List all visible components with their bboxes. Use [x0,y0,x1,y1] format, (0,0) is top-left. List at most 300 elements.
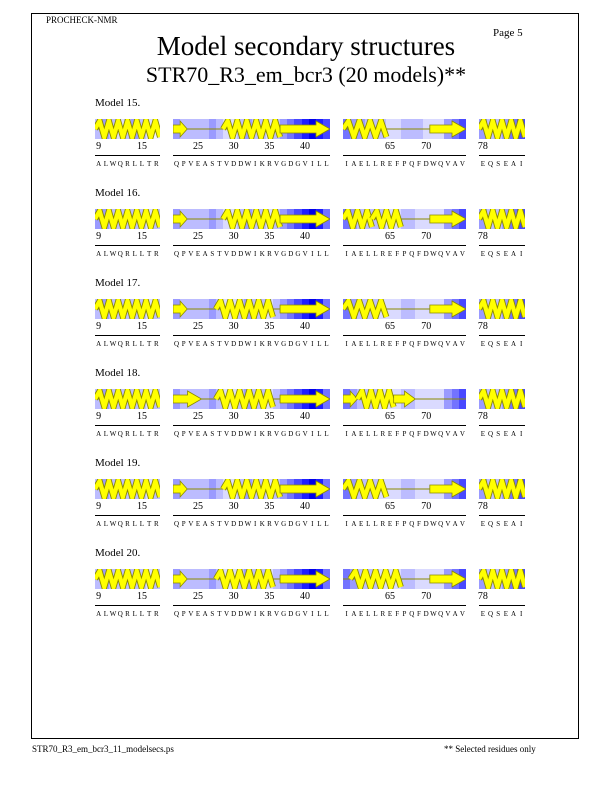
residue-letter: L [132,160,137,168]
residue-letter: L [324,430,329,438]
residue-letter: E [503,250,508,258]
residue-letter: T [147,610,152,618]
residue-letter: D [423,250,429,258]
residue-letter: L [132,340,137,348]
model-label: Model 20. [95,547,141,559]
sequence-rule [343,155,466,156]
residue-letter: V [302,610,308,618]
secondary-structure-track [343,209,466,229]
residue-letter: A [452,430,458,438]
residue-letter: K [259,430,265,438]
residue-number: 70 [421,411,432,422]
secondary-structure-track [343,569,466,589]
residue-letter: A [96,340,102,348]
residue-letter: K [259,160,265,168]
residue-letter: T [217,160,222,168]
residue-letter: V [445,250,451,258]
program-name: PROCHECK-NMR [46,15,118,25]
residue-letter: A [351,160,357,168]
secondary-structure-track [479,209,525,229]
residue-letter: I [253,520,257,528]
residue-letter: E [480,160,485,168]
residue-letter: Q [117,520,123,528]
sequence-rule [479,335,525,336]
residue-letter: D [231,610,237,618]
residue-letter: R [154,520,159,528]
residue-letter: A [202,610,208,618]
residue-number: 40 [300,231,311,242]
residue-number: 35 [264,231,275,242]
residue-letter: A [452,340,458,348]
residue-letter: R [125,340,130,348]
residue-letter: A [510,250,517,258]
residue-letter: A [452,520,458,528]
residue-letter: I [520,340,523,348]
residue-letter: P [402,520,407,528]
residue-letter: Q [174,610,180,618]
residue-letter: D [238,610,244,618]
residue-letter: Q [487,340,494,348]
residue-letter: I [345,610,348,618]
sequence-row [173,249,330,259]
residue-letter: W [244,610,252,618]
residue-number: 25 [192,501,203,512]
residue-letter: A [510,340,517,348]
model-label: Model 17. [95,277,141,289]
residue-number: 35 [264,321,275,332]
residue-letter: V [274,250,280,258]
residue-letter: G [295,430,301,438]
residue-letter: W [109,340,117,348]
residue-letter: R [267,250,272,258]
residue-letter: E [387,250,393,258]
residue-letter: L [103,340,108,348]
residue-letter: Q [409,340,415,348]
residue-letter: L [373,160,378,168]
residue-letter: A [351,340,357,348]
residue-number: 78 [477,411,488,422]
residue-letter: Q [409,610,415,618]
residue-letter: R [380,430,386,438]
residue-letter: D [423,160,429,168]
residue-letter: L [324,610,329,618]
sequence-row [343,519,466,529]
residue-letter: D [231,160,237,168]
secondary-structure-track [95,119,160,139]
residue-letter: A [351,250,357,258]
strand-arrow [430,301,466,317]
residue-letter: F [417,430,421,438]
residue-letter: G [281,520,287,528]
strand-arrow [173,211,187,227]
residue-letter: I [311,610,314,618]
residue-letter: F [417,160,421,168]
residue-letter: A [510,430,517,438]
residue-number: 70 [421,591,432,602]
residue-letter: Q [174,160,180,168]
strand-arrow [280,301,330,317]
strand-arrow [173,571,187,587]
residue-letter: F [417,610,421,618]
residue-letter: A [96,160,102,168]
sequence-row [95,159,160,169]
residue-number: 30 [228,591,239,602]
residue-letter: L [324,250,329,258]
residue-letter: Q [117,340,123,348]
residue-letter: D [238,250,244,258]
residue-letter: L [366,610,371,618]
residue-letter: E [480,430,485,438]
residue-letter: W [109,520,117,528]
residue-letter: I [520,610,523,618]
residue-letter: L [317,610,322,618]
sequence-rule [343,515,466,516]
residue-letter: Q [438,340,444,348]
residue-letter: V [274,520,280,528]
residue-letter: I [345,430,348,438]
residue-letter: Q [438,160,444,168]
residue-letter: V [302,160,308,168]
residue-letter: P [402,430,407,438]
residue-letter: A [96,430,102,438]
residue-letter: R [154,340,159,348]
residue-letter: P [402,250,407,258]
secondary-structure-track [173,119,330,139]
residue-letter: L [366,430,371,438]
residue-letter: S [496,340,501,348]
residue-letter: E [480,250,485,258]
residue-letter: D [423,520,429,528]
residue-letter: V [445,430,451,438]
residue-number: 15 [136,321,147,332]
sequence-row [479,249,525,259]
residue-letter: W [244,430,252,438]
residue-number: 15 [136,141,147,152]
residue-number: 78 [477,141,488,152]
residue-letter: D [231,250,237,258]
residue-letter: W [430,160,437,168]
residue-letter: S [496,610,501,618]
residue-number: 9 [96,141,102,152]
model-label: Model 19. [95,457,141,469]
sequence-rule [173,335,330,336]
residue-letter: Q [438,520,444,528]
residue-letter: E [480,610,485,618]
residue-letter: E [387,430,393,438]
residue-number: 65 [385,411,396,422]
residue-number: 65 [385,501,396,512]
sequence-rule [343,605,466,606]
residue-letter: W [430,610,437,618]
residue-letter: E [358,520,364,528]
residue-letter: E [358,340,364,348]
residue-letter: V [459,340,465,348]
strand-arrow [280,121,330,137]
residue-letter: L [373,610,378,618]
residue-letter: I [311,430,314,438]
secondary-structure-track [173,479,330,499]
residue-letter: K [259,520,265,528]
secondary-structure-track [95,389,160,409]
residue-letter: R [154,250,159,258]
residue-letter: S [496,160,501,168]
residue-number: 15 [136,501,147,512]
strand-arrow [430,121,466,137]
residue-number: 70 [421,141,432,152]
residue-letter: L [373,250,378,258]
residue-letter: P [402,340,407,348]
residue-letter: V [274,610,280,618]
residue-letter: Q [438,610,444,618]
residue-letter: F [395,160,400,168]
residue-letter: G [281,430,287,438]
residue-letter: L [139,610,145,618]
residue-letter: E [358,610,364,618]
sequence-row [343,429,466,439]
residue-number: 35 [264,501,275,512]
secondary-structure-track [343,479,466,499]
residue-number: 40 [300,501,311,512]
page-title: Model secondary structures [156,31,456,61]
strand-arrow [430,211,466,227]
residue-letter: E [480,520,485,528]
sequence-row [343,249,466,259]
residue-letter: V [224,160,230,168]
residue-letter: E [480,340,485,348]
secondary-structure-track [479,479,525,499]
secondary-structure-track [479,569,525,589]
residue-letter: I [520,520,523,528]
residue-letter: T [217,340,222,348]
page-number: Page 5 [493,27,523,39]
residue-letter: A [351,430,357,438]
residue-letter: I [345,250,348,258]
residue-number: 65 [385,591,396,602]
residue-letter: V [188,250,194,258]
residue-letter: S [210,340,215,348]
sequence-rule [173,425,330,426]
residue-letter: V [445,160,451,168]
sequence-row [95,429,160,439]
residue-letter: D [288,340,294,348]
residue-number: 25 [192,231,203,242]
residue-letter: I [345,340,348,348]
residue-letter: E [195,250,201,258]
strand-arrow [343,391,357,407]
secondary-structure-track [479,299,525,319]
residue-letter: G [281,250,287,258]
residue-letter: A [202,250,208,258]
strand-arrow [173,481,187,497]
residue-letter: W [109,430,117,438]
residue-letter: V [188,610,194,618]
page-subtitle: STR70_R3_em_bcr3 (20 models)** [145,62,467,87]
residue-letter: L [132,430,137,438]
residue-number: 70 [421,501,432,512]
residue-letter: L [103,250,108,258]
residue-number: 30 [228,501,239,512]
residue-letter: D [423,610,429,618]
residue-letter: F [395,250,400,258]
residue-letter: V [188,340,194,348]
sequence-row [343,339,466,349]
residue-letter: W [244,340,252,348]
residue-number: 40 [300,321,311,332]
sequence-rule [479,515,525,516]
residue-letter: V [445,520,451,528]
residue-number: 78 [477,501,488,512]
residue-letter: V [188,520,194,528]
residue-letter: Q [487,250,494,258]
residue-number: 15 [136,411,147,422]
residue-letter: W [430,430,437,438]
residue-letter: E [358,160,364,168]
residue-letter: A [452,250,458,258]
residue-number: 78 [477,231,488,242]
residue-number: 15 [136,591,147,602]
residue-letter: V [274,430,280,438]
residue-letter: E [503,430,508,438]
residue-letter: A [452,160,458,168]
sequence-rule [173,155,330,156]
residue-letter: V [459,160,465,168]
residue-letter: R [267,610,272,618]
residue-letter: V [302,520,308,528]
residue-letter: D [231,520,237,528]
residue-letter: L [366,520,371,528]
residue-letter: A [351,610,357,618]
residue-letter: L [139,340,145,348]
residue-letter: W [430,250,437,258]
residue-letter: A [452,610,458,618]
residue-letter: L [366,160,371,168]
residue-letter: F [395,520,400,528]
residue-letter: I [311,250,314,258]
residue-number: 40 [300,141,311,152]
residue-letter: T [217,520,222,528]
residue-number: 78 [477,591,488,602]
residue-number: 65 [385,321,396,332]
residue-letter: T [217,610,222,618]
residue-letter: L [139,520,145,528]
residue-letter: E [503,160,508,168]
residue-letter: E [195,430,201,438]
residue-letter: F [417,340,421,348]
residue-letter: P [181,430,186,438]
residue-letter: S [210,430,215,438]
sequence-row [479,519,525,529]
residue-letter: G [295,520,301,528]
residue-letter: F [395,430,400,438]
residue-letter: K [259,340,265,348]
residue-letter: S [496,430,501,438]
residue-letter: L [317,520,322,528]
residue-letter: W [430,520,437,528]
residue-letter: T [147,160,152,168]
secondary-structure-track [95,299,160,319]
residue-letter: R [380,610,386,618]
strand-arrow [173,121,187,137]
sequence-row [479,429,525,439]
residue-letter: D [288,160,294,168]
residue-letter: R [380,520,386,528]
residue-letter: W [430,340,437,348]
secondary-structure-track [343,299,466,319]
residue-letter: L [317,160,322,168]
secondary-structure-track [173,569,330,589]
residue-letter: R [125,520,130,528]
residue-letter: A [351,520,357,528]
residue-letter: V [274,160,280,168]
residue-letter: I [345,160,348,168]
residue-number: 25 [192,591,203,602]
residue-letter: D [238,340,244,348]
model-label: Model 16. [95,187,141,199]
residue-letter: V [188,160,194,168]
residue-letter: G [281,160,287,168]
residue-letter: I [253,340,257,348]
residue-letter: P [402,610,407,618]
residue-letter: V [224,520,230,528]
residue-letter: W [109,250,117,258]
residue-letter: Q [174,250,180,258]
residue-letter: D [238,160,244,168]
sequence-row [95,339,160,349]
residue-letter: D [423,340,429,348]
sequence-rule [95,605,160,606]
residue-letter: V [224,340,230,348]
residue-letter: V [459,610,465,618]
model-block [0,97,612,189]
residue-number: 78 [477,321,488,332]
sequence-row [95,609,160,619]
residue-letter: L [373,520,378,528]
residue-letter: K [259,250,265,258]
residue-letter: E [195,160,201,168]
model-block [0,187,612,279]
residue-letter: A [510,610,517,618]
model-label: Model 15. [95,97,141,109]
residue-letter: A [202,430,208,438]
residue-letter: I [311,340,314,348]
residue-letter: V [224,430,230,438]
residue-letter: Q [117,250,123,258]
residue-letter: T [147,520,152,528]
strand-arrow [280,211,330,227]
residue-letter: Q [409,250,415,258]
sequence-rule [479,155,525,156]
sequence-row [343,609,466,619]
model-block [0,547,612,639]
residue-number: 9 [96,501,102,512]
residue-letter: F [395,610,400,618]
residue-number: 9 [96,321,102,332]
residue-letter: S [210,520,215,528]
residue-number: 40 [300,411,311,422]
sequence-rule [95,515,160,516]
model-block [0,277,612,369]
residue-letter: A [202,160,208,168]
residue-letter: Q [487,520,494,528]
residue-letter: W [109,610,117,618]
sequence-row [479,609,525,619]
model-block [0,367,612,459]
secondary-structure-track [479,389,525,409]
residue-letter: Q [117,430,123,438]
strand-arrow [394,391,416,407]
sequence-rule [95,425,160,426]
secondary-structure-track [173,209,330,229]
